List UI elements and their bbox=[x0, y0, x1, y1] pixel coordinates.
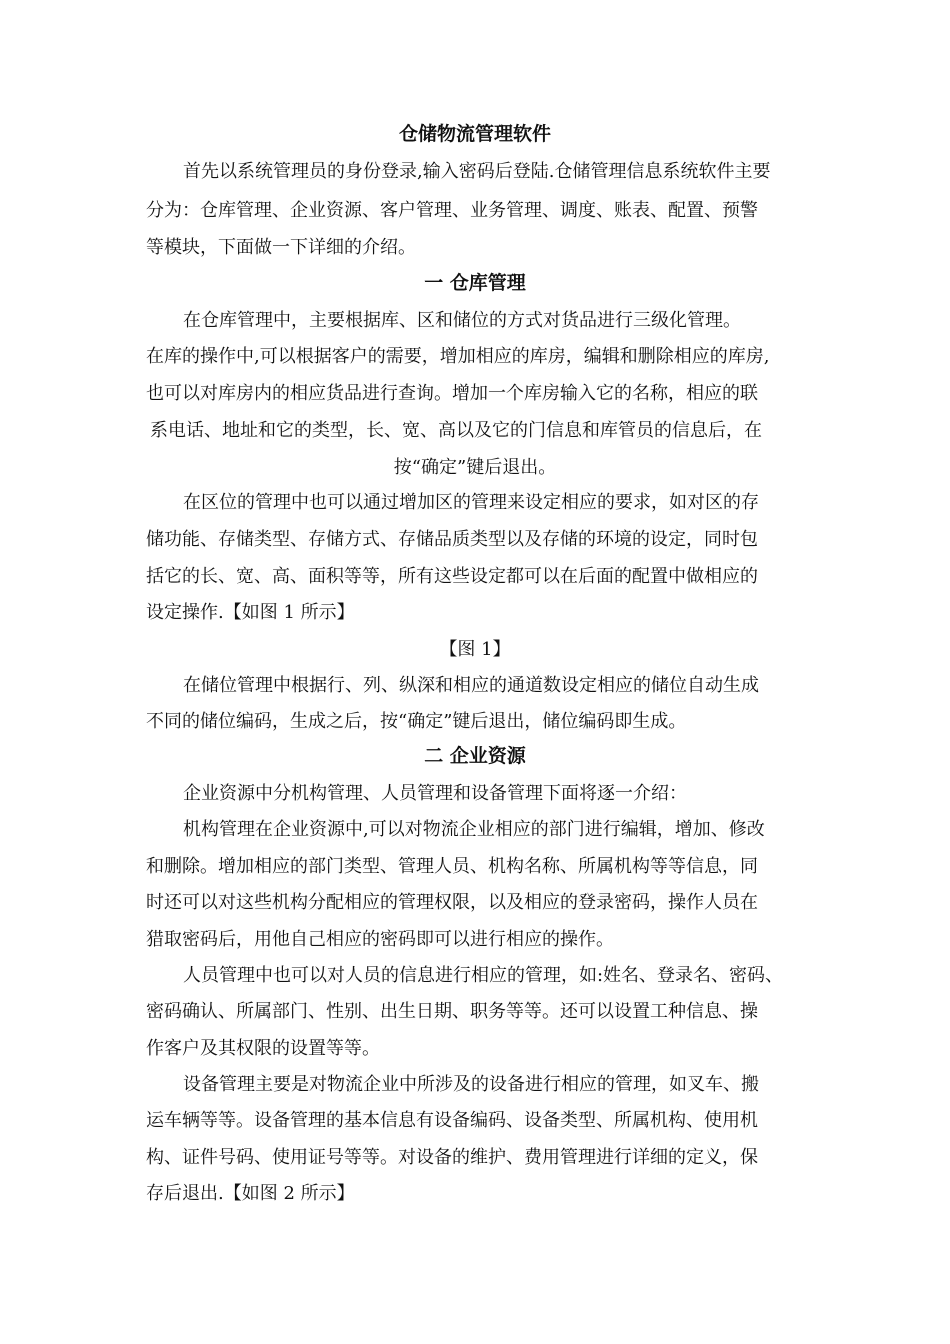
warehouse-para3-line-1: 在储位管理中根据行、列、纵深和相应的通道数设定相应的储位自动生成 bbox=[183, 675, 759, 696]
intro-line-2: 分为：仓库管理、企业资源、客户管理、业务管理、调度、账表、配置、预警 bbox=[146, 200, 758, 221]
warehouse-para1-line-5: 按“确定”键后退出。 bbox=[393, 457, 557, 478]
warehouse-para1-line-4: 系电话、地址和它的类型，长、宽、高以及它的门信息和库管员的信息后，在 bbox=[150, 420, 762, 441]
enterprise-para3-line-1: 人员管理中也可以对人员的信息进行相应的管理，如:姓名、登录名、密码、 bbox=[183, 965, 784, 986]
enterprise-para4-line-4: 存后退出.【如图 2 所示】 bbox=[146, 1183, 355, 1204]
enterprise-para4-line-2: 运车辆等等。设备管理的基本信息有设备编码、设备类型、所属机构、使用机 bbox=[146, 1110, 758, 1131]
warehouse-para1-line-3: 也可以对库房内的相应货品进行查询。增加一个库房输入它的名称，相应的联 bbox=[146, 383, 758, 404]
warehouse-para1-line-2: 在库的操作中,可以根据客户的需要，增加相应的库房，编辑和删除相应的库房, bbox=[146, 346, 770, 367]
warehouse-para2-line-1: 在区位的管理中也可以通过增加区的管理来设定相应的要求，如对区的存 bbox=[183, 492, 759, 513]
enterprise-para4-line-1: 设备管理主要是对物流企业中所涉及的设备进行相应的管理，如叉车、搬 bbox=[183, 1074, 759, 1095]
section-heading-enterprise: 二 企业资源 bbox=[424, 745, 526, 767]
enterprise-para2-line-3: 时还可以对这些机构分配相应的管理权限，以及相应的登录密码，操作人员在 bbox=[146, 892, 758, 913]
warehouse-para2-line-2: 储功能、存储类型、存储方式、存储品质类型以及存储的环境的设定，同时包 bbox=[146, 529, 758, 550]
enterprise-para3-line-3: 作客户及其权限的设置等等。 bbox=[146, 1038, 380, 1059]
warehouse-para2-line-3: 括它的长、宽、高、面积等等，所有这些设定都可以在后面的配置中做相应的 bbox=[146, 566, 758, 587]
enterprise-para2-line-1: 机构管理在企业资源中,可以对物流企业相应的部门进行编辑，增加、修改 bbox=[183, 819, 765, 840]
enterprise-para1-line-1: 企业资源中分机构管理、人员管理和设备管理下面将逐一介绍： bbox=[183, 783, 687, 804]
warehouse-para1-line-1: 在仓库管理中，主要根据库、区和储位的方式对货品进行三级化管理。 bbox=[183, 310, 741, 331]
warehouse-para2-line-4: 设定操作.【如图 1 所示】 bbox=[146, 602, 355, 623]
document-title: 仓储物流管理软件 bbox=[398, 123, 551, 145]
enterprise-para4-line-3: 构、证件号码、使用证号等等。对设备的维护、费用管理进行详细的定义，保 bbox=[146, 1147, 758, 1168]
section-heading-warehouse: 一 仓库管理 bbox=[424, 272, 526, 294]
enterprise-para3-line-2: 密码确认、所属部门、性别、出生日期、职务等等。还可以设置工种信息、操 bbox=[146, 1001, 758, 1022]
warehouse-para3-line-2: 不同的储位编码，生成之后，按“确定”键后退出，储位编码即生成。 bbox=[146, 711, 687, 732]
intro-line-3: 等模块，下面做一下详细的介绍。 bbox=[146, 237, 416, 258]
enterprise-para2-line-4: 猎取密码后，用他自己相应的密码即可以进行相应的操作。 bbox=[146, 929, 614, 950]
enterprise-para2-line-2: 和删除。增加相应的部门类型、管理人员、机构名称、所属机构等等信息，同 bbox=[146, 856, 758, 877]
intro-line-1: 首先以系统管理员的身份登录,输入密码后登陆.仓储管理信息系统软件主要 bbox=[183, 161, 771, 182]
figure-1-caption: 【图 1】 bbox=[439, 639, 511, 660]
